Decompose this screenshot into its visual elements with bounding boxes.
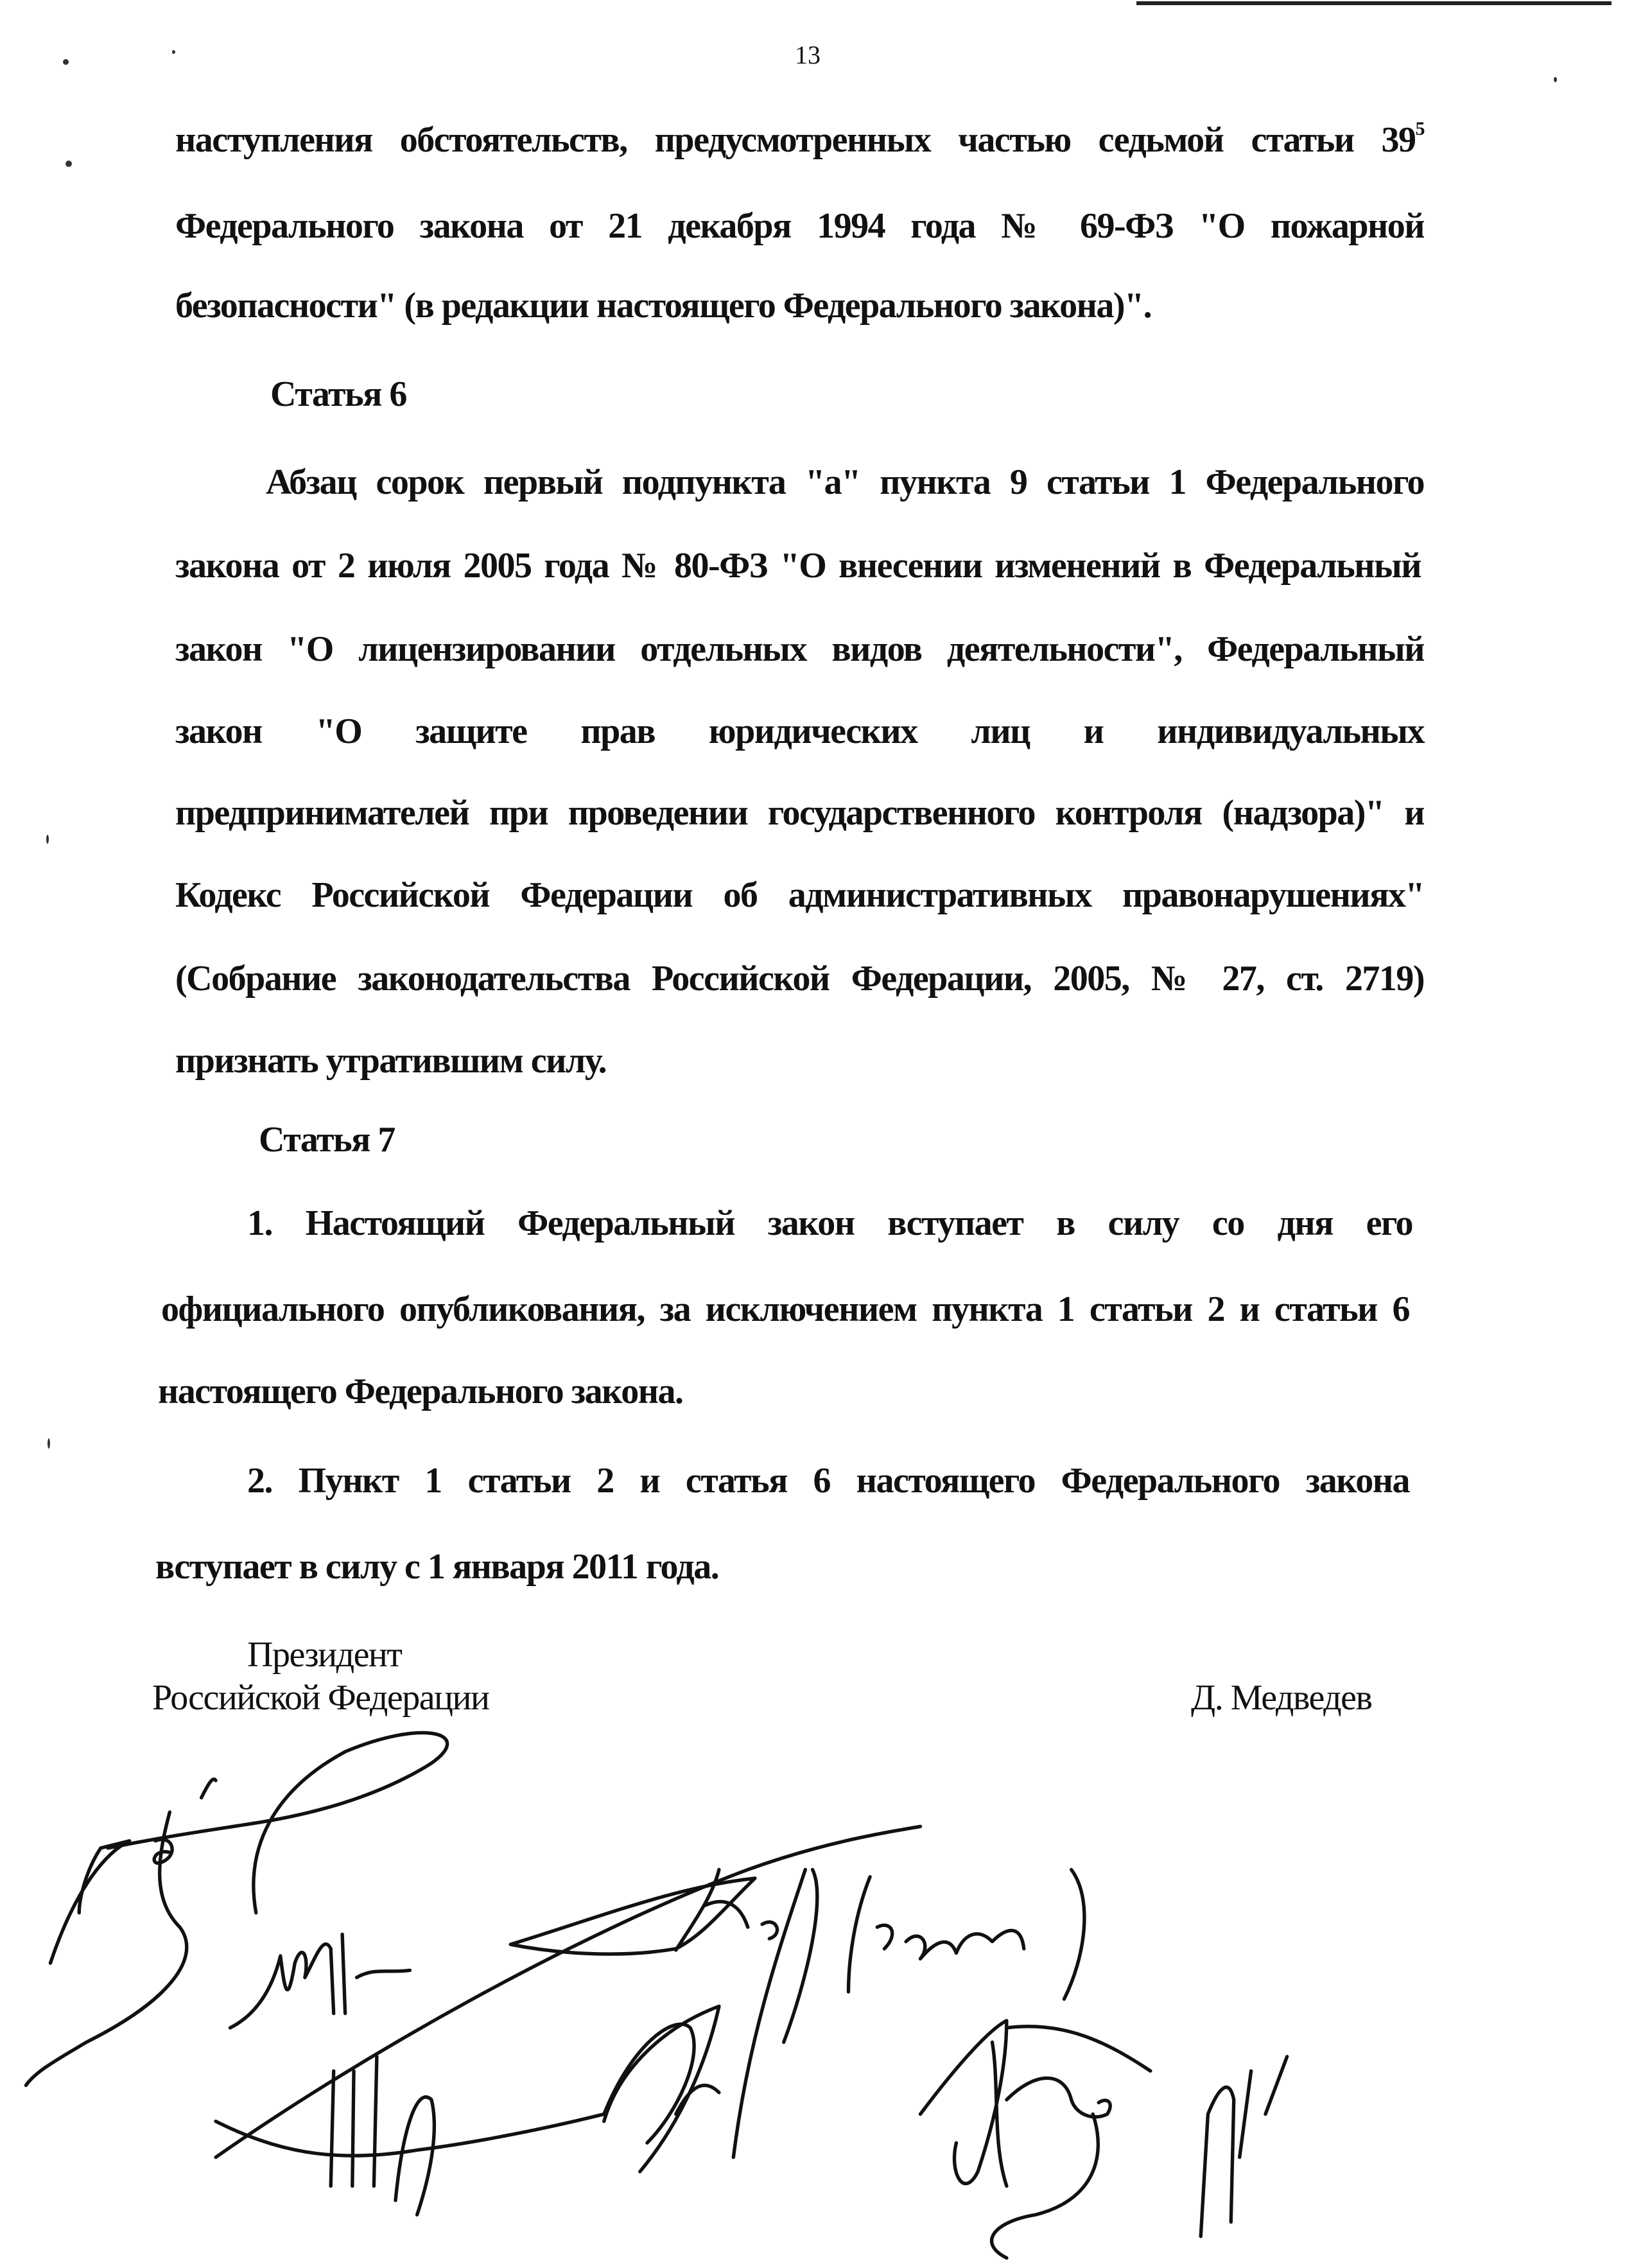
superscript: 5 <box>1415 118 1424 139</box>
signature-stroke <box>992 2027 1151 2258</box>
signatory-title: Российской Федерации <box>152 1678 489 1718</box>
text-line: закон "О лицензировании отдельных видов деятельности", Федеральный <box>175 629 1424 669</box>
text-line-content: наступления обстоятельств, предусмотренных частью седьмой статьи 39 <box>175 120 1416 160</box>
text-line: настоящего Федерального закона. <box>158 1372 683 1411</box>
text-line: Абзац сорок первый подпункта "а" пункта 9 статьи 1 Федерального <box>266 462 1424 502</box>
article-6-heading: Статья 6 <box>270 374 406 414</box>
text-line: 2. Пункт 1 статьи 2 и статья 6 настоящего Федерального закона <box>247 1461 1409 1501</box>
signature-stroke <box>202 1779 216 1798</box>
text-line: вступает в силу с 1 января 2011 года. <box>155 1547 719 1587</box>
signature-stroke <box>1201 2057 1287 2237</box>
signatory-name: Д. Медведев <box>1191 1678 1372 1718</box>
signature-stroke <box>920 2021 1110 2186</box>
text-line: (Собрание законодательства Российской Федерации, 2005, № 27, ст. 2719) <box>175 959 1424 999</box>
text-line: признать утратившим силу. <box>175 1041 607 1081</box>
signature-stroke <box>733 1870 817 2158</box>
article-7-heading: Статья 7 <box>259 1120 395 1160</box>
text-line: Федерального закона от 21 декабря 1994 года № 69-ФЗ "О пожарной <box>175 206 1424 246</box>
signature-stroke <box>216 2024 694 2156</box>
signature-stroke <box>331 2057 434 2215</box>
text-line: закон "О защите прав юридических лиц и индивидуальных <box>175 711 1424 751</box>
text-line: закона от 2 июля 2005 года № 80-ФЗ "О внесении изменений в Федеральный <box>175 546 1421 586</box>
text-line: 1. Настоящий Федеральный закон вступает в силу со дня его <box>247 1203 1412 1243</box>
signatory-title: Президент <box>247 1635 402 1675</box>
signature-stroke <box>230 1934 410 2028</box>
text-line: официального опубликования, за исключением пункта 1 статьи 2 и статьи 6 <box>161 1289 1409 1329</box>
text-line: безопасности" (в редакции настоящего Федерального закона)". <box>175 286 1152 326</box>
page-number: 13 <box>795 40 821 69</box>
text-line: предпринимателей при проведении государственного контроля (надзора)" и <box>175 793 1424 833</box>
signature-stroke <box>50 1841 129 1963</box>
signature-stroke <box>848 1870 1084 2000</box>
text-line: Кодекс Российской Федерации об административных правонарушениях" <box>175 875 1424 915</box>
